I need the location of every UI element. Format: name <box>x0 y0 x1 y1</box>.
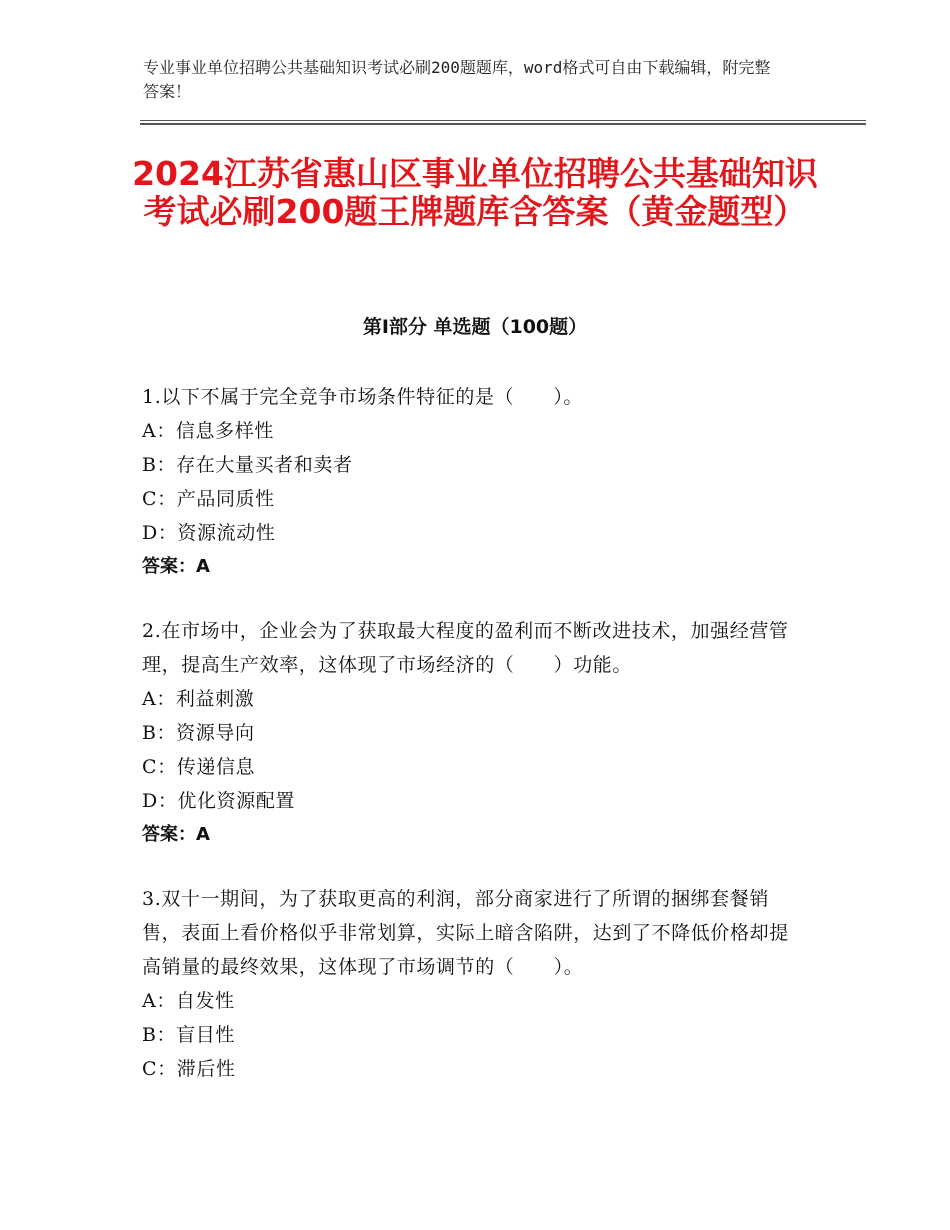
question-stem: 2.在市场中，企业会为了获取最大程度的盈利而不断改进技术，加强经营管理，提高生产效率，这体现了市场经济的（ ）功能。 <box>142 620 789 676</box>
question-3 <box>142 882 802 1086</box>
question-stem: 3.双十一期间，为了获取更高的利润，部分商家进行了所谓的捆绑套餐销售，表面上看价格似乎非常划算，实际上暗含陷阱，达到了不降低价格却提高销量的最终效果，这体现了市场调节的（ ）。 <box>142 888 789 978</box>
question-1 <box>142 380 802 584</box>
section-title: 第Ⅰ部分 单选题（100题） <box>362 316 588 338</box>
option-b: B：盲目性 <box>142 1024 235 1046</box>
option-a: A：自发性 <box>142 990 235 1012</box>
option-c: C：滞后性 <box>142 1058 236 1080</box>
option-d: D：资源流动性 <box>142 522 276 544</box>
header-divider-thick <box>140 123 866 125</box>
document-title: 2024江苏省惠山区事业单位招聘公共基础知识考试必刷200题王牌题库含答案（黄金题型） <box>132 154 818 231</box>
option-b: B：资源导向 <box>142 722 255 744</box>
answer: 答案：A <box>142 556 210 577</box>
option-b: B：存在大量买者和卖者 <box>142 454 353 476</box>
option-a: A：信息多样性 <box>142 420 274 442</box>
option-c: C：传递信息 <box>142 756 256 778</box>
header-divider <box>140 120 866 125</box>
question-list <box>142 380 802 1116</box>
question-2 <box>142 614 802 852</box>
option-c: C：产品同质性 <box>142 488 275 510</box>
header-note: 专业事业单位招聘公共基础知识考试必刷200题题库，word格式可自由下载编辑，附完整答案！ <box>143 58 771 101</box>
header-divider-thin <box>140 120 866 121</box>
option-d: D：优化资源配置 <box>142 790 296 812</box>
option-a: A：利益刺激 <box>142 688 255 710</box>
answer: 答案：A <box>142 824 210 845</box>
question-stem: 1.以下不属于完全竞争市场条件特征的是（ ）。 <box>142 386 584 408</box>
